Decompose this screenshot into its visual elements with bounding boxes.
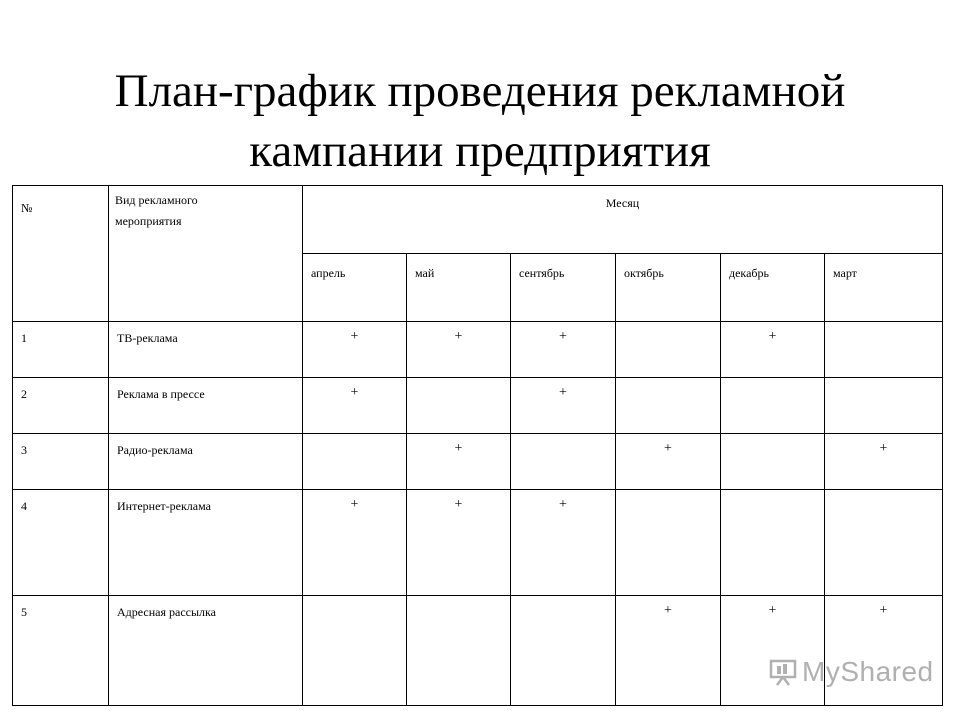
presentation-board-icon [768,657,798,687]
schedule-mark [616,434,721,490]
schedule-mark [303,322,407,378]
table-row [13,378,943,434]
schedule-mark [825,596,943,706]
row-activity-text: Радио-реклама [117,443,193,457]
watermark [768,656,934,688]
row-number-text: 3 [21,443,27,457]
schedule-mark [303,490,407,596]
mark-text [616,378,720,383]
month-header [721,254,825,322]
month-header [825,254,943,322]
month-header [511,254,616,322]
month-september: сентябрь [519,266,565,280]
schedule-mark [407,322,511,378]
month-march: март [833,266,857,280]
slide-title [0,61,960,181]
row-activity [109,378,303,434]
mark-text: + [559,329,567,344]
schedule-mark [721,322,825,378]
schedule-table [12,185,943,706]
row-activity [109,434,303,490]
title-line-1: План-график проведения рекламной [114,65,846,118]
row-number [13,322,109,378]
mark-text: + [350,385,359,400]
mark-text [721,378,824,383]
month-october: октябрь [624,266,664,280]
row-activity-text: Интернет-реклама [117,499,211,513]
schedule-mark [303,378,407,434]
row-number-text: 5 [21,605,27,619]
mark-text [511,434,615,439]
schedule-mark [721,378,825,434]
mark-text: + [768,603,777,618]
schedule-mark [407,378,511,434]
title-line-2: кампании предприятия [249,125,711,178]
mark-text [616,490,720,495]
table-row [13,490,943,596]
mark-text: + [879,441,888,456]
schedule-mark [616,322,721,378]
schedule-mark [407,490,511,596]
mark-text: + [454,497,463,512]
header-activity-type [109,186,303,322]
schedule-mark [825,378,943,434]
mark-text: + [664,603,672,618]
watermark-text: MyShared [802,656,934,687]
schedule-mark [407,434,511,490]
schedule-mark [511,322,616,378]
row-activity-text: ТВ-реклама [117,331,178,345]
schedule-mark [825,322,943,378]
mark-text [303,596,406,601]
month-december: декабрь [729,266,769,280]
header-activity-type-label: Вид рекламного мероприятия [115,193,198,228]
mark-text [825,490,942,495]
schedule-mark [616,490,721,596]
mark-text [721,434,824,439]
month-header [303,254,407,322]
row-number-text: 2 [21,387,27,401]
mark-text: + [768,329,777,344]
schedule-mark [721,596,825,706]
row-activity-text: Реклама в прессе [117,387,205,401]
row-number [13,378,109,434]
schedule-mark [511,434,616,490]
mark-text: + [559,497,567,512]
schedule-mark [825,490,943,596]
table-row [13,434,943,490]
mark-text [303,434,406,439]
mark-text: + [664,441,672,456]
header-number-label: № [21,201,33,215]
mark-text [825,378,942,383]
header-month-group [303,186,943,254]
schedule-mark [303,434,407,490]
row-activity [109,490,303,596]
mark-text: + [350,329,359,344]
mark-text [616,322,720,327]
schedule-mark [825,434,943,490]
row-activity [109,596,303,706]
row-activity-text: Адресная рассылка [117,605,216,619]
schedule-mark [616,596,721,706]
mark-text [407,596,510,601]
row-number-text: 1 [21,331,27,345]
row-number-text: 4 [21,499,27,513]
row-number [13,596,109,706]
mark-text [721,490,824,495]
mark-text [825,322,942,327]
month-april: апрель [311,266,346,280]
schedule-mark [721,490,825,596]
schedule-mark [721,434,825,490]
schedule-mark [303,596,407,706]
header-month-group-label: Месяц [605,196,640,210]
month-header [407,254,511,322]
month-may: май [415,266,435,280]
schedule-mark [511,490,616,596]
row-number [13,490,109,596]
mark-text: + [350,497,359,512]
header-row [13,186,943,254]
mark-text: + [454,329,463,344]
month-header [616,254,721,322]
mark-text [407,378,510,383]
table-row [13,596,943,706]
schedule-mark [511,378,616,434]
mark-text [511,596,615,601]
mark-text: + [559,385,567,400]
mark-text: + [879,603,888,618]
row-activity [109,322,303,378]
schedule-mark [511,596,616,706]
mark-text: + [454,441,463,456]
table-row [13,322,943,378]
schedule-mark [616,378,721,434]
row-number [13,434,109,490]
header-number [13,186,109,322]
schedule-mark [407,596,511,706]
